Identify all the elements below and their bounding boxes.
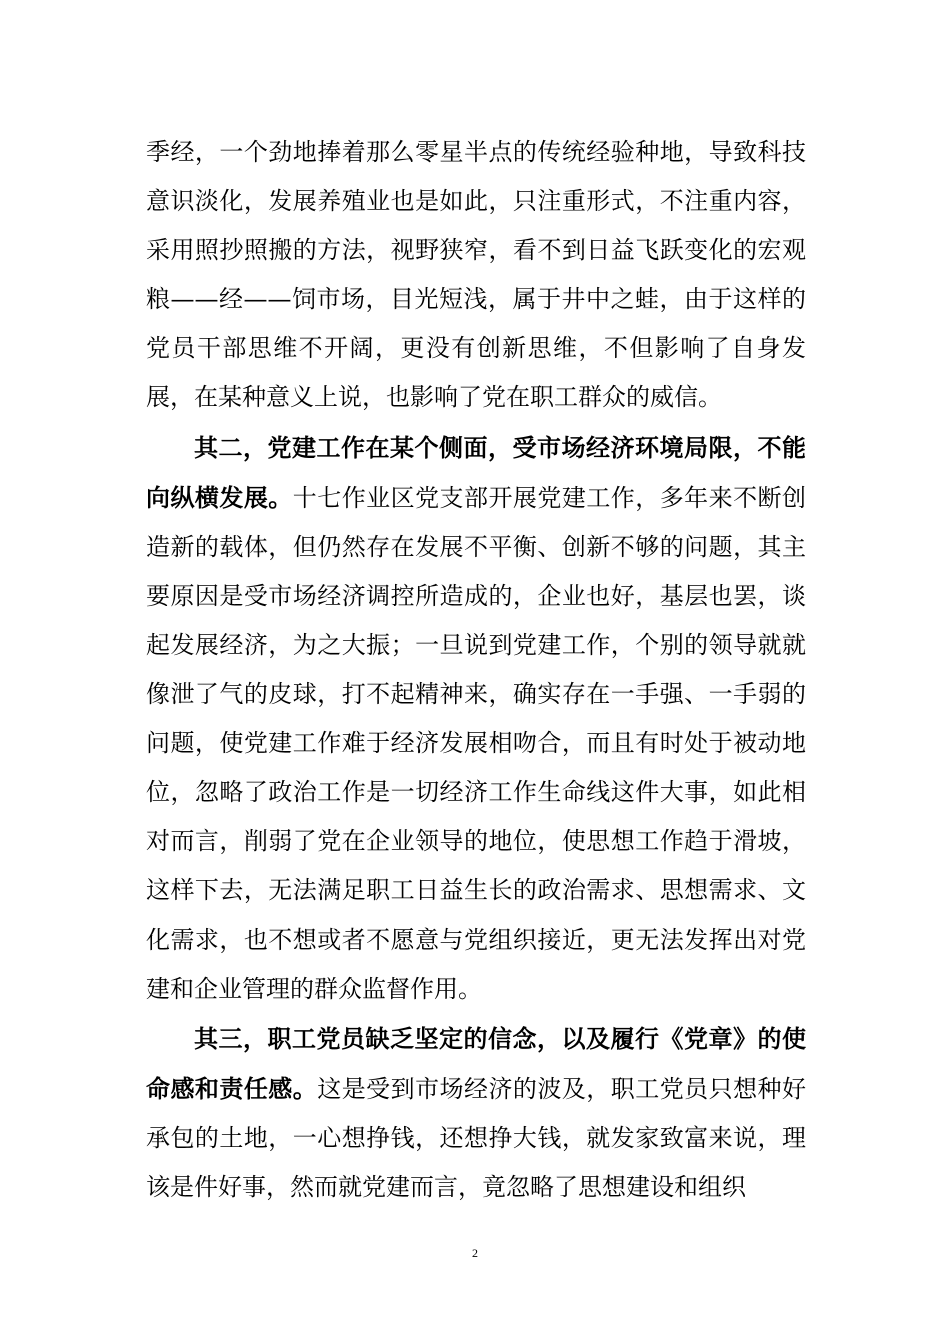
paragraph-3-text: 这是受到市场经济的波及，职工党员只想种好承包的土地，一心想挣钱，还想挣大钱，就发家致富来说，理该是件好事，然而就党建而言，竟忽略了思想建设和组织: [146, 1074, 807, 1201]
paragraph-3: [146, 1014, 806, 1212]
document-body: [146, 128, 806, 1212]
paragraph-2-text: 十七作业区党支部开展党建工作，多年来不断创造新的载体，但仍然存在发展不平衡、创新不够的问题，其主要原因是受市场经济调控所造成的，企业也好，基层也罢，谈起发展经济，为之大振；一旦说到党建工作，个别的领导就就像泄了气的皮球，打不起精神来，确实存在一手强、一手弱的问题，使党建工作难于经济发展相吻合，而且有时处于被动地位，忽略了政治工作是一切经济工作生命线这件大事，如此相对而言，削弱了党在企业领导的地位，使思想工作趋于滑坡，这样下去，无法满足职工日益生长的政治需求、思想需求、文化需求，也不想或者不愿意与党组织接近，更无法发挥出对党建和企业管理的群众监督作用。: [146, 483, 807, 1003]
paragraph-2-heading: 其二，党建工作在某个侧面，受市场经济环境局限，不能向纵横发展。: [146, 432, 806, 512]
paragraph-2: [146, 423, 806, 1014]
page-number: 2: [472, 1246, 478, 1260]
paragraph-1-text: 季经，一个劲地捧着那么零星半点的传统经验种地，导致科技意识淡化，发展养殖业也是如此，只注重形式，不注重内容，采用照抄照搬的方法，视野狭窄，看不到日益飞跃变化的宏观粮——经——饲市场，目光短浅，属于井中之蛙，由于这样的党员干部思维不开阔，更没有创新思维，不但影响了自身发展，在某种意义上说，也影响了党在职工群众的威信。: [146, 138, 806, 412]
paragraph-1: [146, 128, 806, 423]
paragraph-3-heading: 其三，职工党员缺乏坚定的信念，以及履行《党章》的使命感和责任感。: [146, 1023, 806, 1103]
